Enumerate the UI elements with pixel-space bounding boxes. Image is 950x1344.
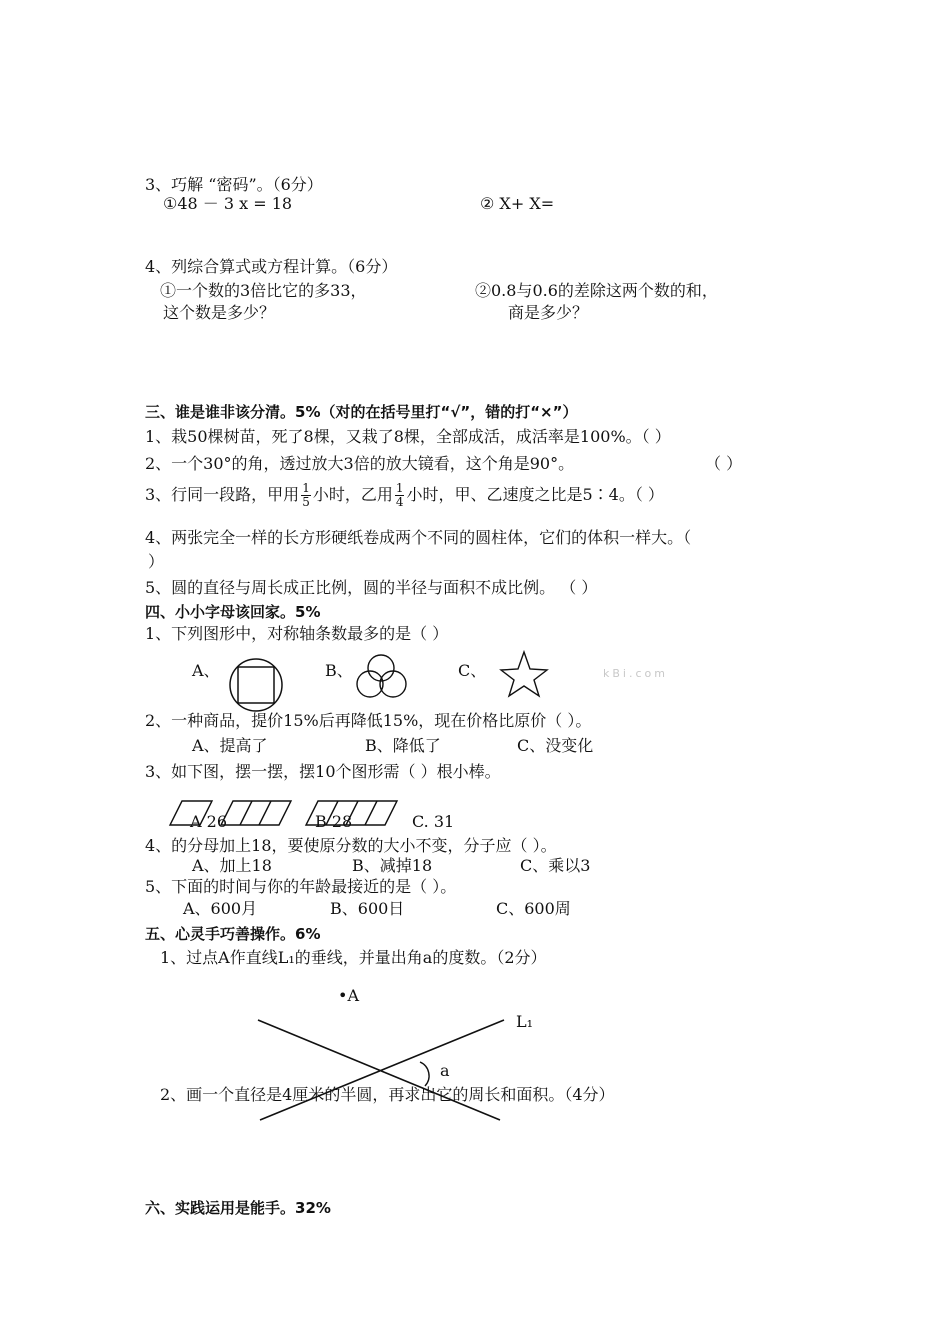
sec4-q5: 5、下面的时间与你的年龄最接近的是（ ）。 — [145, 877, 457, 896]
sec3-statement-5: 5、圆的直径与周长成正比例，圆的半径与面积不成比例。 （ ） — [145, 578, 598, 597]
parallelogram-divider — [240, 801, 252, 825]
sec3-statement-2-paren: （ ） — [705, 454, 743, 473]
sec4-q4-option-c: C、乘以3 — [520, 856, 591, 875]
q3-title: 3、巧解 “密码”。（6分） — [145, 175, 323, 194]
sec4-q4-option-b: B、减掉18 — [352, 856, 433, 875]
sec4-q5-option-a: A、600月 — [183, 899, 258, 918]
sec4-q4-option-a: A、加上18 — [192, 856, 272, 875]
point-a-label: •A — [338, 986, 359, 1005]
sec4-q4: 4、的分母加上18，要使原分数的大小不变，分子应（ ）。 — [145, 836, 557, 855]
section-5-title: 五、心灵手巧善操作。6% — [145, 925, 321, 943]
sec4-q1: 1、下列图形中，对称轴条数最多的是（ ） — [145, 624, 449, 643]
crossing-line — [258, 1020, 500, 1120]
watermark: kBi.com — [603, 667, 668, 680]
section-3-title: 三、谁是谁非该分清。5%（对的在括号里打“√”，错的打“×”） — [145, 403, 578, 421]
square-shape — [238, 667, 274, 703]
sec5-q1: 1、过点A作直线L₁的垂线，并量出角a的度数。（2分） — [160, 948, 547, 967]
q3-item2: ② X+ X= — [480, 194, 555, 213]
line-l1 — [260, 1020, 504, 1120]
parallelogram-divider — [259, 801, 271, 825]
sec4-q1-option-a: A、 — [192, 661, 220, 680]
sec3-s3-part-a: 3、行同一段路，甲用 — [145, 485, 300, 504]
parallelogram-divider — [365, 801, 377, 825]
fraction-denominator: 5 — [302, 495, 310, 509]
sec4-q2-option-a: A、提高了 — [192, 736, 268, 755]
sec3-statement-4-line1: 4、两张完全一样的长方形硬纸卷成两个不同的圆柱体，它们的体积一样大。（ — [145, 528, 692, 547]
sec4-q5-option-b: B、600日 — [330, 899, 405, 918]
line-l1-label: L₁ — [516, 1012, 534, 1031]
sec3-statement-4-line2: ） — [148, 552, 165, 571]
sec5-q2: 2、画一个直径是4厘米的半圆，再求出它的周长和面积。（4分） — [160, 1085, 615, 1104]
q4-item1-line2: 这个数是多少？ — [163, 303, 276, 322]
sec4-q3-option-c: C. 31 — [412, 812, 455, 831]
sec4-q3: 3、如下图，摆一摆，摆10个图形需（ ）根小棒。 — [145, 762, 501, 781]
section-4-title: 四、小小字母该回家。5% — [145, 603, 321, 621]
circle-right — [380, 671, 406, 697]
sec4-q1-option-c: C、 — [458, 661, 487, 680]
sec4-q2: 2、一种商品，提价15%后再降低15%，现在价格比原价（ ）。 — [145, 711, 592, 730]
sec3-s3-part-b: 小时，乙用 — [312, 485, 393, 504]
angle-arc — [420, 1062, 429, 1086]
q4-title: 4、列综合算式或方程计算。（6分） — [145, 257, 398, 276]
sec4-q5-option-c: C、600周 — [496, 899, 571, 918]
sec3-s3-part-c: 小时，甲、乙速度之比是5∶4。（ ） — [406, 485, 664, 504]
star-shape — [501, 652, 547, 696]
q4-item1-line1: ①一个数的3倍比它的多33， — [160, 281, 367, 300]
q4-item2-line2: 商是多少？ — [508, 303, 589, 322]
sec3-statement-1: 1、栽50棵树苗，死了8棵，又栽了8棵，全部成活，成活率是100%。（ ） — [145, 427, 671, 446]
q4-item2-line1: ②0.8与0.6的差除这两个数的和， — [475, 281, 718, 300]
sec4-q2-option-b: B、降低了 — [365, 736, 441, 755]
q3-item1: ①48 － 3 x = 18 — [163, 194, 293, 213]
fraction-numerator: 1 — [302, 481, 310, 495]
sec3-statement-2: 2、一个30°的角，透过放大3倍的放大镜看，这个角是90°。 — [145, 454, 575, 473]
sec4-q3-option-b: B 28 — [315, 812, 353, 831]
fraction-numerator: 1 — [395, 481, 404, 495]
section-6-title: 六、实践运用是能手。32% — [145, 1199, 331, 1217]
angle-a-label: a — [440, 1061, 450, 1080]
sec4-q3-option-a: A 26 — [190, 812, 227, 831]
sec4-q2-option-c: C、没变化 — [517, 736, 594, 755]
fraction-denominator: 4 — [395, 495, 404, 509]
parallelogram-strip-3 — [221, 801, 291, 825]
sec4-q1-option-b: B、 — [325, 661, 353, 680]
